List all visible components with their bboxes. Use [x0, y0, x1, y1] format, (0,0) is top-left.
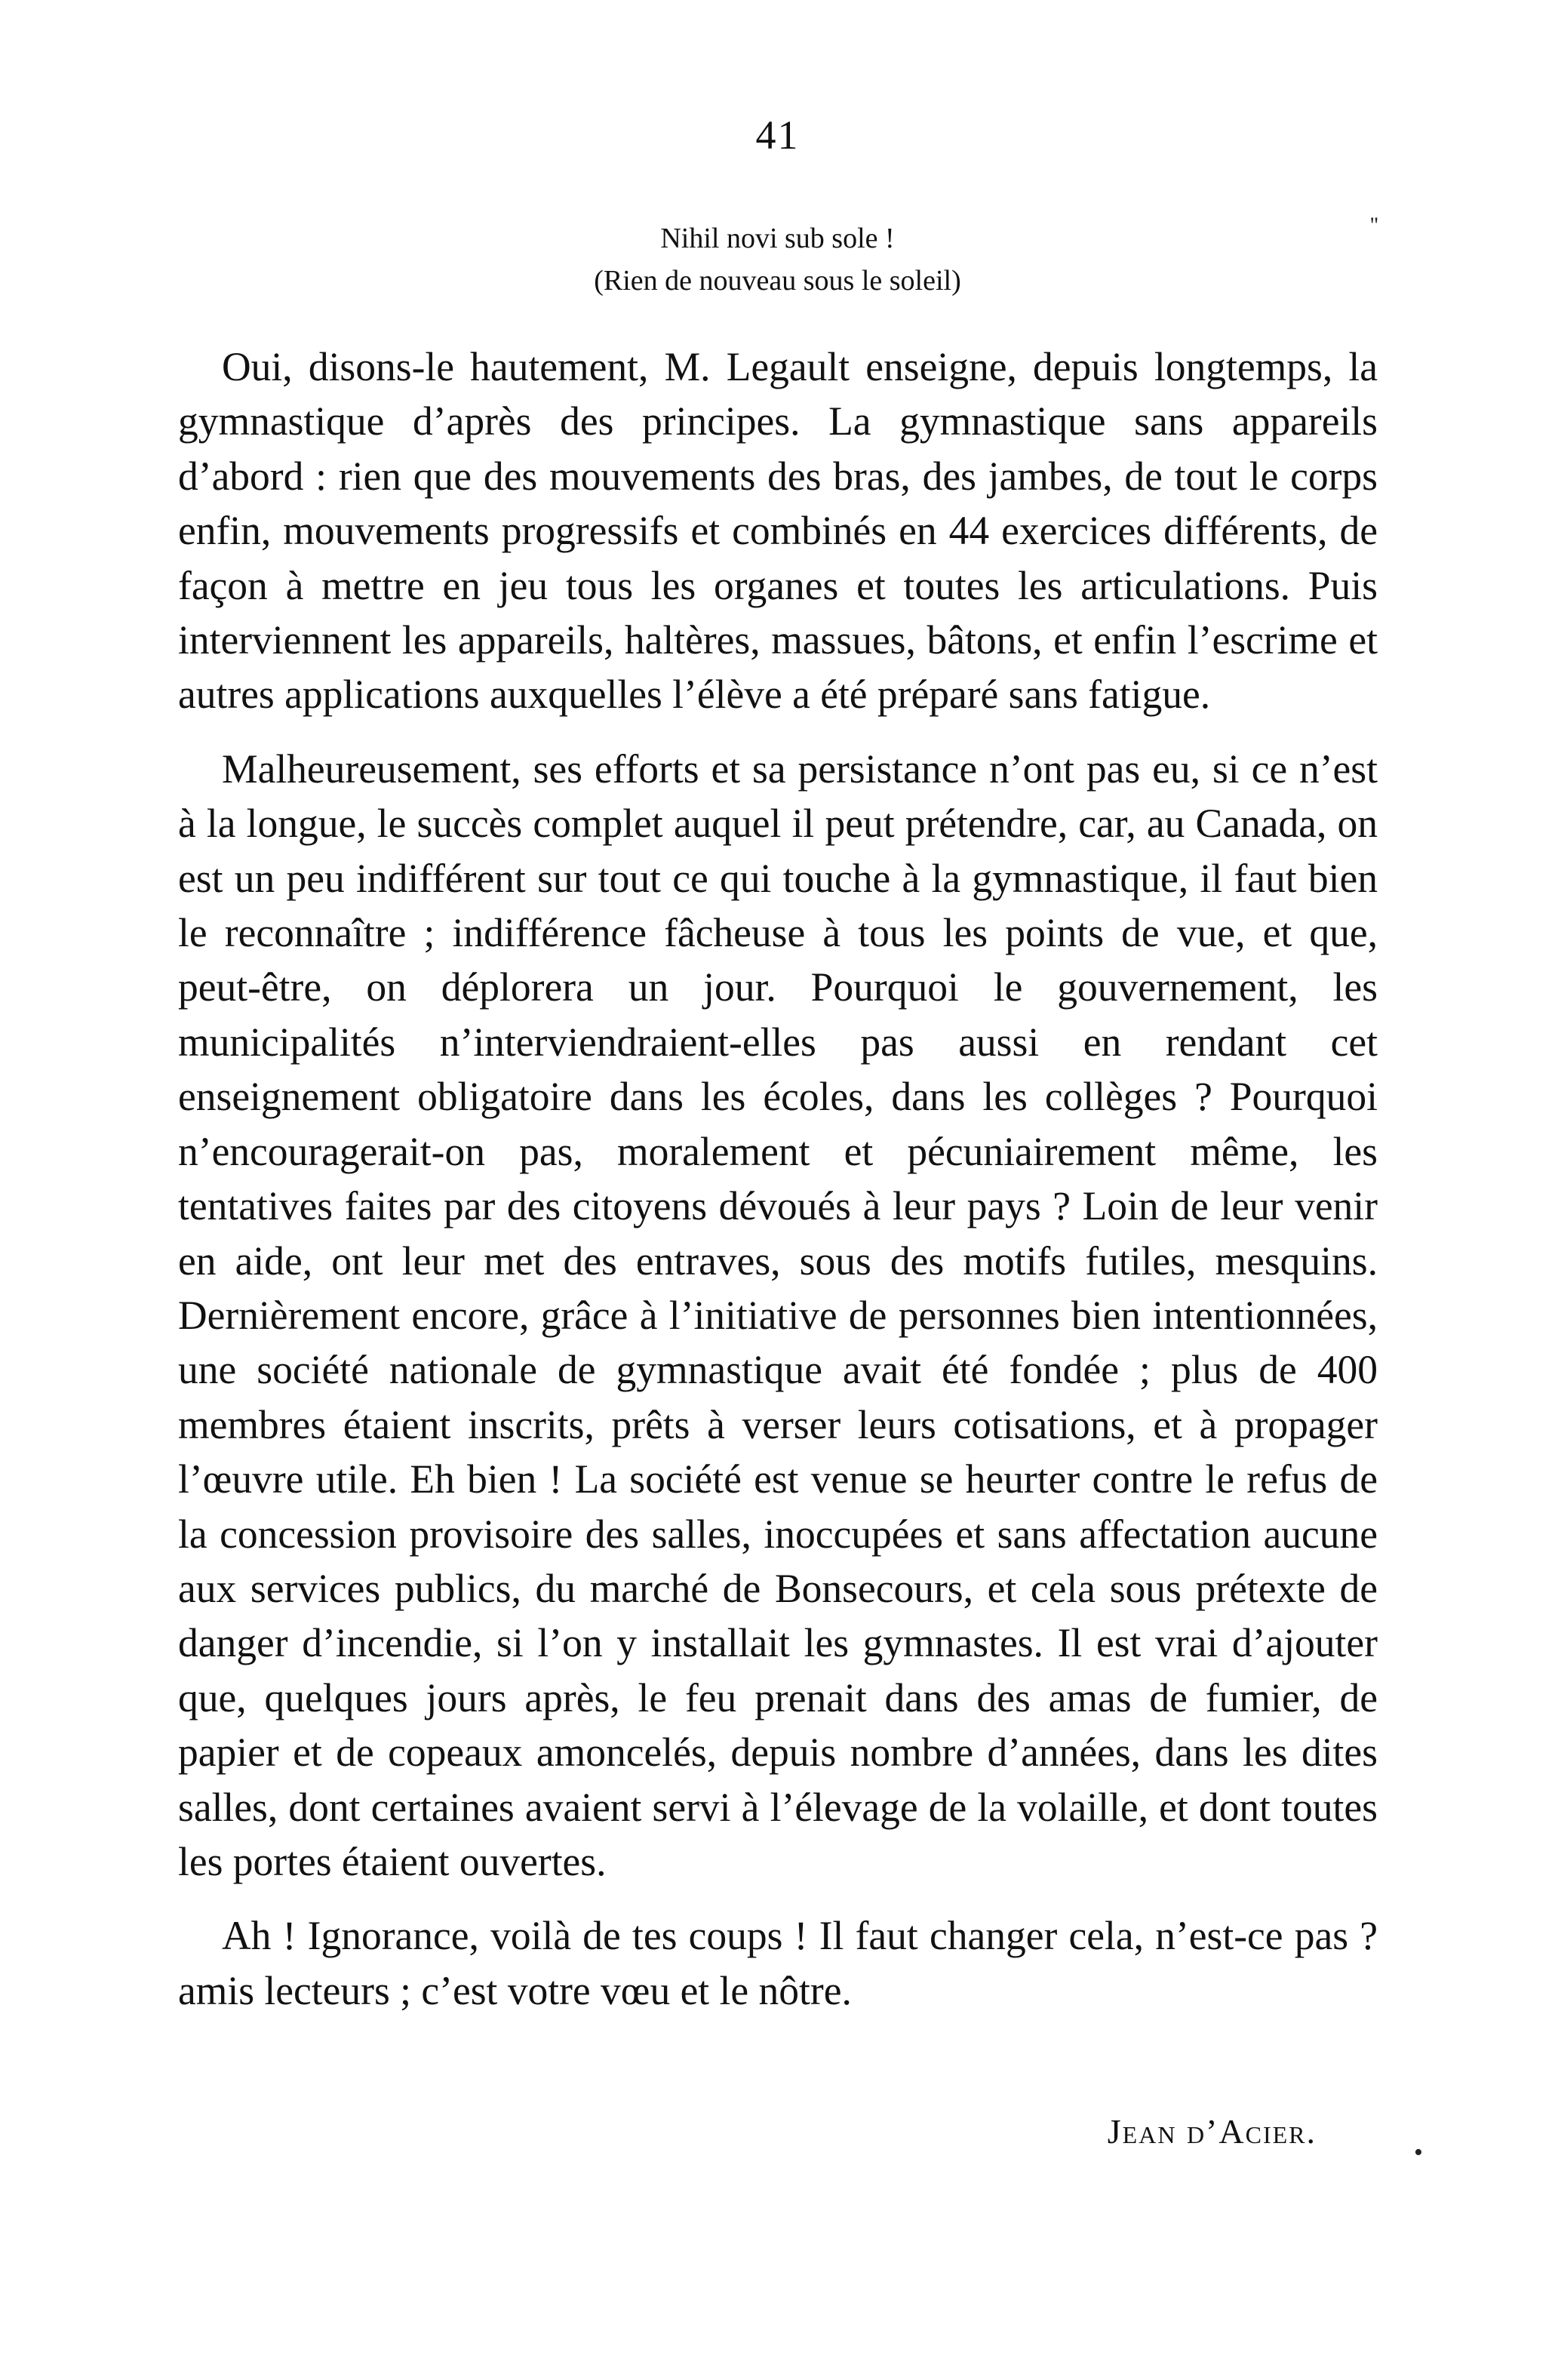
paragraph-complaint: Malheureusement, ses efforts et sa persistance n’ont pas eu, si ce n’est à la longue, le succès complet auquel il peut prétendre, car, au Canada, on est un peu indifférent sur tout ce qui touche à la gymnastique, il faut bien le reconnaître ; indifférence fâcheuse à tous les points de vue, et que, peut-être, on déplorera un jour. Pourquoi le gouvernement, les municipalités n’interviendraient-elles pas aussi en rendant cet enseignement obligatoire dans les écoles, dans les collèges ? Pourquoi n’encouragerait-on pas, moralement et pécuniairement même, les tentatives faites par des citoyens dévoués à leur pays ? Loin de leur venir en aide, ont leur met des entraves, sous des motifs futiles, mesquins. Dernièrement encore, grâce à l’initiative de personnes bien intentionnées, une société nationale de gymnastique avait été fondée ; plus de 400 membres étaient inscrits, prêts à verser leurs cotisations, et à propager l’œuvre utile. Eh bien ! La société est venue se heurter contre le refus de la concession provisoire des salles, inoccupées et sans affectation aucune aux services publics, du marché de Bonsecours, et cela sous prétexte de danger d’incendie, si l’on y installait les gymnastes. Il est vrai d’ajouter que, quelques jours après, le feu prenait dans des amas de fumier, de papier et de copeaux amoncelés, depuis nombre d’années, dans les dites salles, dont certaines avaient servi à l’élevage de la volaille, et dont toutes les portes étaient ouvertes.	[178, 746, 1378, 1884]
page-number: 41	[755, 112, 800, 158]
paragraph-intro: Oui, disons-le hautement, M. Legault enseigne, depuis longtemps, la gymnastique d’après des principes. La gymnastique sans appareils d’abord : rien que des mouvements des bras, des jambes, de tout le corps enfin, mouvements progressifs et combinés en 44 exercices différents, de façon à mettre en jeu tous les organes et toutes les articulations. Puis interviennent les appareils, haltères, massues, bâtons, et enfin l’escrime et autres applications auxquelles l’élève a été préparé sans fatigue.	[178, 344, 1378, 718]
print-speck: •	[1414, 2139, 1423, 2166]
article-body	[178, 340, 1378, 2037]
epigraph	[0, 217, 1555, 302]
paragraph-closing: Ah ! Ignorance, voilà de tes coups ! Il faut changer cela, n’est-ce pas ? amis lecteurs ; c’est votre vœu et le nôtre.	[178, 1913, 1378, 2013]
author-signature: Jean d’Acier.	[1107, 2112, 1317, 2151]
epigraph-translation: (Rien de nouveau sous le soleil)	[594, 265, 961, 297]
print-speck: ''	[1370, 213, 1378, 238]
epigraph-latin: Nihil novi sub sole !	[660, 223, 895, 254]
